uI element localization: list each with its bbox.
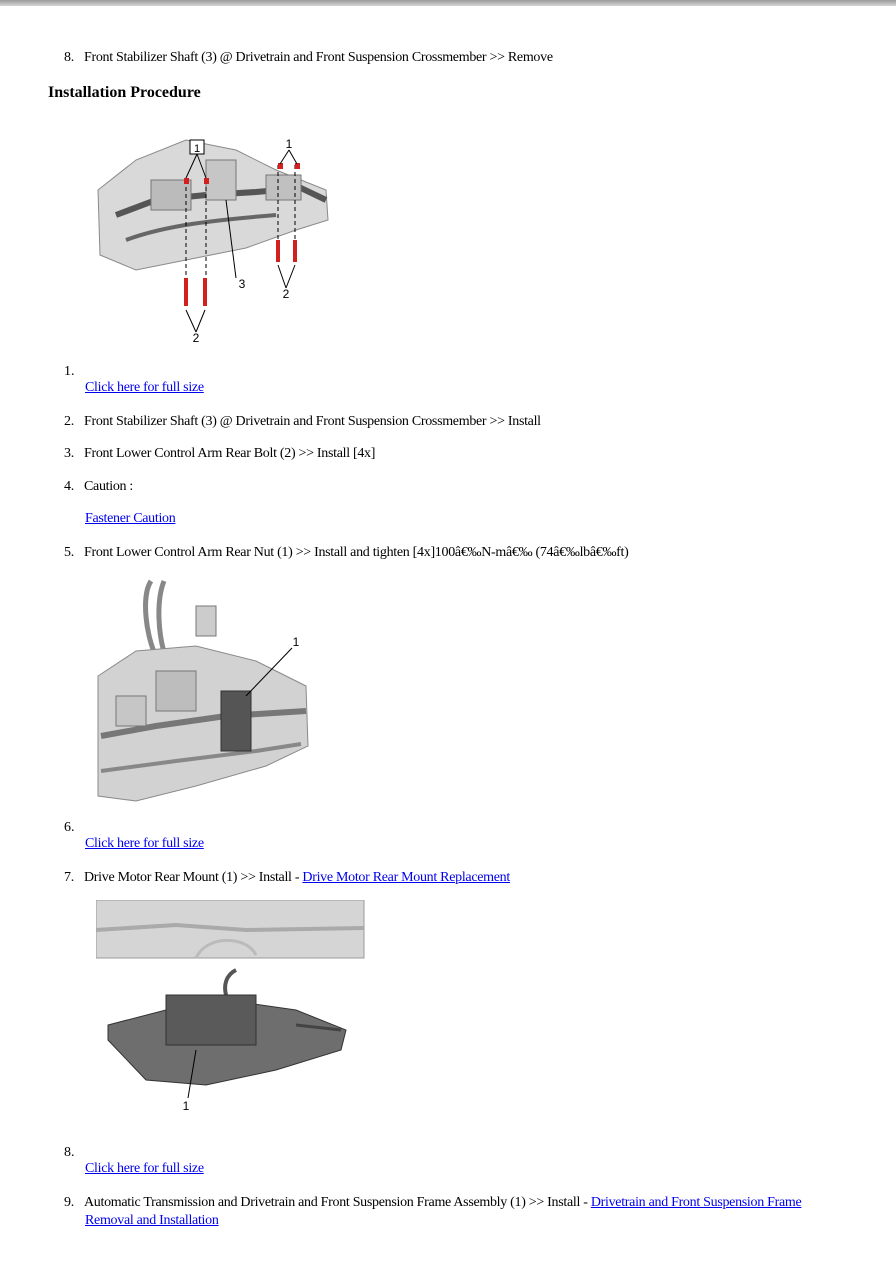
step-8-number: 8. <box>64 1145 75 1160</box>
callout-3: 3 <box>238 277 246 291</box>
figure-frame-assembly <box>96 900 366 1118</box>
callout-2a: 2 <box>282 287 290 301</box>
figure-drive-motor-mount <box>96 576 311 804</box>
top-border <box>0 0 896 6</box>
step-install-bolt: 3. Front Lower Control Arm Rear Bolt (2) >> Install [4x] <box>64 446 376 461</box>
callout-1a: 1 <box>193 143 201 155</box>
callout-1: 1 <box>292 635 300 649</box>
step-install-stabilizer: 2. Front Stabilizer Shaft (3) @ Drivetrain and Front Suspension Crossmember >> Install <box>64 414 541 429</box>
full-size-link-3[interactable]: Click here for full size <box>85 1161 204 1176</box>
installation-heading: Installation Procedure <box>48 84 201 101</box>
rear-mount-replacement-link[interactable]: Drive Motor Rear Mount Replacement <box>302 870 510 885</box>
callout-2b: 2 <box>192 331 200 345</box>
full-size-link-2[interactable]: Click here for full size <box>85 836 204 851</box>
frame-removal-link-line2[interactable]: Removal and Installation <box>85 1213 219 1228</box>
step-6-number: 6. <box>64 820 75 835</box>
step-1-number: 1. <box>64 364 75 379</box>
figure-stabilizer-illustration <box>96 120 336 345</box>
fastener-caution-link[interactable]: Fastener Caution <box>85 511 176 526</box>
step-remove-stabilizer: 8. Front Stabilizer Shaft (3) @ Drivetrain and Front Suspension Crossmember >> Remove <box>64 50 553 65</box>
step-install-nut: 5. Front Lower Control Arm Rear Nut (1) >> Install and tighten [4x]100â€‰N-mâ€‰ (74â€‰lbâ€‰ft) <box>64 545 629 560</box>
frame-removal-link-line1[interactable]: Drivetrain and Front Suspension Frame <box>590 1195 802 1210</box>
callout-1-frame: 1 <box>182 1099 190 1113</box>
full-size-link-1[interactable]: Click here for full size <box>85 380 204 395</box>
step-install-frame-assembly: 9. Automatic Transmission and Drivetrain and Front Suspension Frame Assembly (1) >> Install - Drivetrain and Front Suspension Frame <box>64 1195 802 1210</box>
step-install-rear-mount: 7. Drive Motor Rear Mount (1) >> Install - Drive Motor Rear Mount Replacement <box>64 870 510 885</box>
step-caution: 4. Caution : <box>64 479 134 494</box>
callout-1b: 1 <box>285 137 293 151</box>
